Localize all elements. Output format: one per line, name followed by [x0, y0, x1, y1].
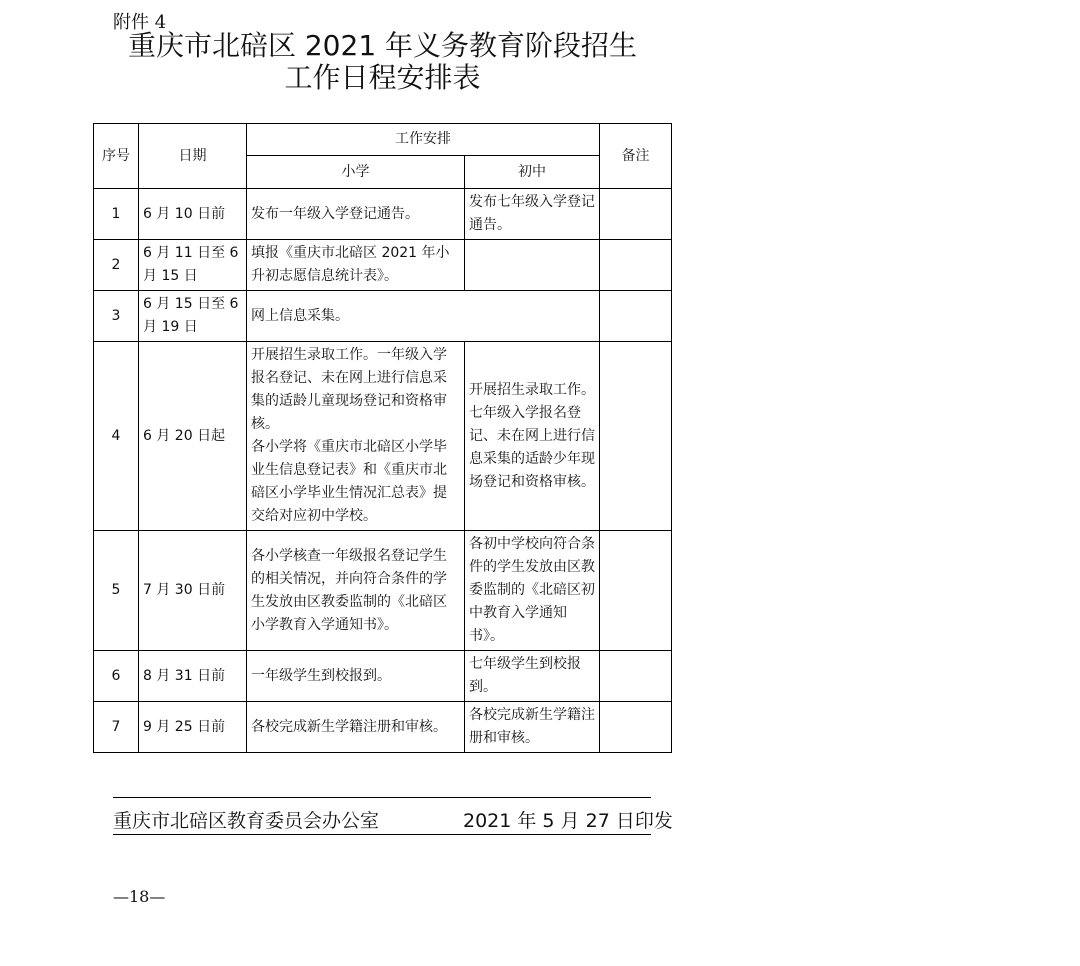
header-remark: 备注 [600, 124, 672, 189]
row-junior: 发布七年级入学登记通告。 [465, 189, 600, 240]
title-line-2: 工作日程安排表 [284, 61, 481, 94]
footer-top-rule [113, 797, 651, 798]
row-junior [465, 240, 600, 291]
title-line-1: 重庆市北碚区 2021 年义务教育阶段招生 [127, 29, 638, 62]
row-primary [247, 342, 465, 531]
row-primary-extra: 各小学将《重庆市北碚区小学毕业生信息登记表》和《重庆市北碚区小学毕业生情况汇总表》提交给对应初中学校。 [251, 439, 447, 524]
row-junior: 各初中学校向符合条件的学生发放由区教委监制的《北碚区初中教育入学通知书》。 [465, 531, 600, 651]
row-primary: 各小学核查一年级报名登记学生的相关情况，并向符合条件的学生发放由区教委监制的《北碚区小学教育入学通知书》。 [247, 531, 465, 651]
row-seq: 6 [94, 651, 139, 702]
footer-issuer: 重庆市北碚区教育委员会办公室 [113, 810, 380, 832]
header-junior: 初中 [465, 156, 600, 189]
row-remark [600, 531, 672, 651]
row-primary-text: 开展招生录取工作。一年级入学报名登记、未在网上进行信息采集的适龄儿童现场登记和资格审核。 [251, 347, 447, 432]
header-work: 工作安排 [247, 124, 600, 156]
table-row [94, 189, 672, 240]
attachment-label: 附件 4 [113, 12, 167, 33]
row-date: 6 月 11 日至 6 月 15 日 [139, 240, 247, 291]
row-remark [600, 291, 672, 342]
row-merged: 网上信息采集。 [247, 291, 600, 342]
row-seq: 7 [94, 702, 139, 753]
row-seq: 3 [94, 291, 139, 342]
row-remark [600, 342, 672, 531]
header-primary: 小学 [247, 156, 465, 189]
row-junior: 开展招生录取工作。七年级入学报名登记、未在网上进行信息采集的适龄少年现场登记和资格审核。 [465, 342, 600, 531]
table-row [94, 240, 672, 291]
row-date: 9 月 25 日前 [139, 702, 247, 753]
row-date: 6 月 15 日至 6 月 19 日 [139, 291, 247, 342]
row-date: 6 月 10 日前 [139, 189, 247, 240]
row-junior: 各校完成新生学籍注册和审核。 [465, 702, 600, 753]
table-row [94, 342, 672, 531]
header-seq: 序号 [94, 124, 139, 189]
row-primary: 发布一年级入学登记通告。 [247, 189, 465, 240]
row-primary: 填报《重庆市北碚区 2021 年小升初志愿信息统计表》。 [247, 240, 465, 291]
footer-bottom-rule [113, 834, 651, 835]
row-remark [600, 240, 672, 291]
table-row [94, 291, 672, 342]
footer-date: 2021 年 5 月 27 日印发 [463, 810, 673, 832]
table-row [94, 702, 672, 753]
row-junior: 七年级学生到校报到。 [465, 651, 600, 702]
row-date: 7 月 30 日前 [139, 531, 247, 651]
row-remark [600, 702, 672, 753]
schedule-table [93, 123, 672, 753]
row-seq: 5 [94, 531, 139, 651]
row-seq: 4 [94, 342, 139, 531]
header-date: 日期 [139, 124, 247, 189]
row-primary: 各校完成新生学籍注册和审核。 [247, 702, 465, 753]
document-title [100, 30, 665, 94]
row-remark [600, 651, 672, 702]
row-date: 6 月 20 日起 [139, 342, 247, 531]
row-remark [600, 189, 672, 240]
table-row [94, 651, 672, 702]
row-seq: 2 [94, 240, 139, 291]
page-number: —18— [113, 887, 166, 906]
row-primary: 一年级学生到校报到。 [247, 651, 465, 702]
row-seq: 1 [94, 189, 139, 240]
row-date: 8 月 31 日前 [139, 651, 247, 702]
table-row [94, 531, 672, 651]
